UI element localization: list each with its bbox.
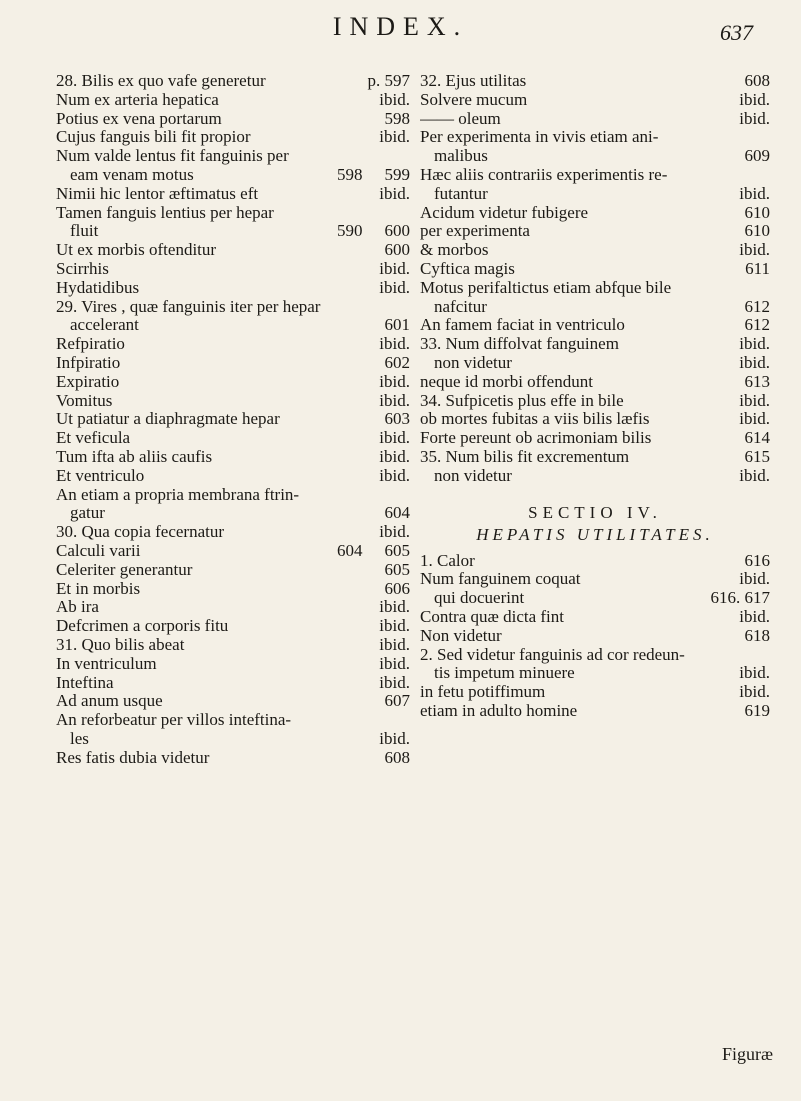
entry-text: Infpiratio xyxy=(56,353,121,372)
index-entry xyxy=(56,110,410,129)
entry-text: Contra quæ dicta fint xyxy=(420,607,565,626)
entry-page: ibid. xyxy=(379,390,410,410)
entry-text: per experimenta xyxy=(420,222,530,241)
index-entry xyxy=(420,392,770,411)
entry-text: gatur xyxy=(70,504,105,523)
index-entry xyxy=(56,730,410,749)
entry-text: Inteftina xyxy=(56,673,114,692)
entry-page: ibid. xyxy=(739,352,770,372)
entry-text: Solvere mucum xyxy=(420,90,528,109)
entry-text: Num fanguinem coquat xyxy=(420,570,581,589)
entry-text: malibus xyxy=(434,147,488,166)
entry-page: ibid. xyxy=(739,409,770,429)
entry-text: 29. Vires , quæ fanguinis iter per hepar xyxy=(56,297,321,316)
right-index-bottom xyxy=(420,552,770,721)
entry-text: eam venam motus xyxy=(70,165,194,184)
entry-page: 616. 617 xyxy=(710,588,770,608)
index-entry xyxy=(56,72,410,91)
index-entry xyxy=(56,298,410,317)
entry-page: ibid. xyxy=(379,634,410,654)
index-entry xyxy=(420,222,770,241)
entry-text: Celeriter generantur xyxy=(56,560,193,579)
entry-page: ibid. xyxy=(739,240,770,260)
entry-page: ibid. xyxy=(379,728,410,748)
entry-page: ibid. xyxy=(739,390,770,410)
index-entry xyxy=(56,711,410,730)
index-entry xyxy=(56,448,410,467)
entry-page: 601 xyxy=(384,315,410,335)
entry-text: Ab ira xyxy=(56,598,99,617)
index-entry xyxy=(420,72,770,91)
left-index-column xyxy=(56,72,410,767)
entry-text: 28. Bilis ex quo vafe generetur xyxy=(56,72,266,90)
entry-page: ibid. xyxy=(739,682,770,702)
page-header xyxy=(0,6,801,46)
entry-text: Nimii hic lentor æftimatus eft xyxy=(56,184,259,203)
entry-text: Defcrimen a corporis fitu xyxy=(56,617,229,636)
index-entry xyxy=(56,655,410,674)
entry-text: An etiam a propria membrana ftrin- xyxy=(56,485,300,504)
index-entry xyxy=(420,128,770,147)
index-entry xyxy=(56,185,410,204)
index-entry xyxy=(56,429,410,448)
entry-page: ibid. xyxy=(379,89,410,109)
index-entry xyxy=(420,702,770,721)
entry-text: qui docuerint xyxy=(434,589,525,608)
entry-text: 32. Ejus utilitas xyxy=(420,72,527,90)
entry-page: 610 xyxy=(744,221,770,241)
index-entry xyxy=(420,185,770,204)
entry-page: ibid. xyxy=(379,371,410,391)
index-entry xyxy=(56,316,410,335)
entry-text: ob mortes fubitas a viis bilis læfis xyxy=(420,410,650,429)
entry-text: Ad anum usque xyxy=(56,692,163,711)
entry-page: ibid. xyxy=(379,334,410,354)
index-entry xyxy=(420,279,770,298)
entry-page: ibid. xyxy=(379,428,410,448)
entry-page: ibid. xyxy=(379,672,410,692)
index-entry xyxy=(420,448,770,467)
entry-text: 31. Quo bilis abeat xyxy=(56,635,185,654)
entry-text: Cujus fanguis bili fit propior xyxy=(56,128,251,147)
index-entry xyxy=(56,392,410,411)
index-entry xyxy=(420,570,770,589)
entry-text: etiam in adulto homine xyxy=(420,701,578,720)
section-subheading: HEPATIS UTILITATES. xyxy=(476,524,714,544)
entry-page: 610 xyxy=(744,202,770,222)
entry-text: Motus perifaltictus etiam abfque bile xyxy=(420,278,672,297)
entry-page: ibid. xyxy=(379,522,410,542)
entry-page: 612 xyxy=(744,315,770,335)
entry-page: 608 xyxy=(384,747,410,767)
index-entry xyxy=(420,410,770,429)
entry-text: tis impetum minuere xyxy=(434,664,575,683)
right-index-top xyxy=(420,72,770,486)
index-entry xyxy=(56,598,410,617)
index-entry xyxy=(56,128,410,147)
index-entry xyxy=(56,504,410,523)
index-entry xyxy=(56,542,410,561)
entry-text: 1. Calor xyxy=(420,551,475,570)
index-entry xyxy=(56,580,410,599)
entry-text: Et in morbis xyxy=(56,579,141,598)
index-entry xyxy=(56,692,410,711)
entry-page: ibid. xyxy=(379,258,410,278)
index-entry xyxy=(56,204,410,223)
index-entry xyxy=(420,646,770,665)
index-entry xyxy=(420,429,770,448)
entry-page: 590 xyxy=(337,221,363,241)
index-entry xyxy=(56,674,410,693)
entry-text: futantur xyxy=(434,184,488,203)
index-entry xyxy=(420,147,770,166)
entry-text: Ut patiatur a diaphragmate hepar xyxy=(56,410,280,429)
entry-text: fluit xyxy=(70,222,99,241)
entry-page: ibid. xyxy=(739,334,770,354)
index-entry xyxy=(56,373,410,392)
index-entry xyxy=(56,241,410,260)
section-heading: SECTIO IV. xyxy=(528,502,662,522)
index-entry xyxy=(420,627,770,646)
index-entry xyxy=(420,467,770,486)
entry-text: Res fatis dubia videtur xyxy=(56,748,210,767)
entry-text: Refpiratio xyxy=(56,335,125,354)
entry-text: Tamen fanguis lentius per hepar xyxy=(56,203,274,222)
entry-page: ibid. xyxy=(739,569,770,589)
index-entry xyxy=(420,608,770,627)
entry-page-secondary: 600 xyxy=(384,221,410,241)
entry-page: ibid. xyxy=(379,597,410,617)
entry-text: Tum ifta ab aliis caufis xyxy=(56,447,213,466)
entry-page: ibid. xyxy=(379,653,410,673)
entry-text: Et veficula xyxy=(56,429,131,448)
index-entry xyxy=(56,486,410,505)
entry-text: Hydatidibus xyxy=(56,278,140,297)
entry-page: 619 xyxy=(744,700,770,720)
entry-page: ibid. xyxy=(379,127,410,147)
entry-text: non videtur xyxy=(434,466,512,485)
entry-page: 603 xyxy=(384,409,410,429)
entry-page: 598 xyxy=(384,108,410,128)
entry-text: Scirrhis xyxy=(56,259,109,278)
entry-text: Vomitus xyxy=(56,391,113,410)
entry-page: 614 xyxy=(744,428,770,448)
entry-page: 608 xyxy=(744,71,770,90)
index-entry xyxy=(56,279,410,298)
index-entry xyxy=(420,373,770,392)
entry-text: accelerant xyxy=(70,316,139,335)
entry-text: 2. Sed videtur fanguinis ad cor redeun- xyxy=(420,645,685,664)
entry-text: Per experimenta in vivis etiam ani- xyxy=(420,128,659,147)
index-entry xyxy=(420,683,770,702)
index-entry xyxy=(56,467,410,486)
entry-text: 30. Qua copia fecernatur xyxy=(56,523,225,542)
entry-text: In ventriculum xyxy=(56,654,157,673)
index-entry xyxy=(420,241,770,260)
index-entry xyxy=(56,749,410,768)
entry-page: ibid. xyxy=(739,108,770,128)
index-entry xyxy=(56,222,410,241)
entry-page: 598 xyxy=(337,164,363,184)
index-entry xyxy=(420,335,770,354)
entry-page: ibid. xyxy=(739,183,770,203)
entry-page: ibid. xyxy=(739,465,770,485)
entry-page: 607 xyxy=(384,691,410,711)
entry-text: Acidum videtur fubigere xyxy=(420,203,589,222)
entry-text: 33. Num diffolvat fanguinem xyxy=(420,335,619,354)
entry-page: 602 xyxy=(384,352,410,372)
entry-page: 611 xyxy=(745,258,770,278)
index-entry xyxy=(56,354,410,373)
index-entry xyxy=(420,298,770,317)
entry-text: 34. Sufpicetis plus effe in bile xyxy=(420,391,624,410)
entry-page: ibid. xyxy=(379,465,410,485)
entry-page: p. 597 xyxy=(367,71,410,90)
index-entry xyxy=(56,335,410,354)
entry-text: Num ex arteria hepatica xyxy=(56,90,219,109)
index-entry xyxy=(56,166,410,185)
index-entry xyxy=(56,523,410,542)
entry-page: 604 xyxy=(337,540,363,560)
entry-text: —— oleum xyxy=(420,109,501,128)
entry-page: 605 xyxy=(384,559,410,579)
page-title: INDEX. xyxy=(332,12,469,41)
entry-page: 606 xyxy=(384,578,410,598)
entry-page: ibid. xyxy=(379,616,410,636)
index-entry xyxy=(420,664,770,683)
entry-text: Num valde lentus fit fanguinis per xyxy=(56,147,289,166)
entry-page-secondary: 599 xyxy=(384,164,410,184)
entry-page: ibid. xyxy=(379,446,410,466)
entry-page: ibid. xyxy=(739,89,770,109)
entry-text: Et ventriculo xyxy=(56,466,145,485)
entry-text: Cyftica magis xyxy=(420,259,515,278)
index-entry xyxy=(56,617,410,636)
entry-text: les xyxy=(70,729,89,748)
entry-text: 35. Num bilis fit excrementum xyxy=(420,447,630,466)
entry-text: in fetu potiffimum xyxy=(420,683,546,702)
index-entry xyxy=(56,91,410,110)
page-number: 637 xyxy=(720,20,753,45)
index-entry xyxy=(56,561,410,580)
entry-text: An famem faciat in ventriculo xyxy=(420,316,625,335)
index-entry xyxy=(56,410,410,429)
index-entry xyxy=(420,552,770,571)
entry-text: Hæc aliis contrariis experimentis re- xyxy=(420,165,668,184)
entry-page: ibid. xyxy=(739,663,770,683)
entry-text: Forte pereunt ob acrimoniam bilis xyxy=(420,429,652,448)
entry-page: 609 xyxy=(744,146,770,166)
index-entry xyxy=(420,316,770,335)
catchword: Figuræ xyxy=(721,1044,773,1064)
entry-text: An reforbeatur per villos inteftina- xyxy=(56,711,292,730)
index-entry xyxy=(420,91,770,110)
index-entry xyxy=(420,354,770,373)
index-entry xyxy=(420,204,770,223)
entry-page-secondary: 605 xyxy=(384,540,410,560)
entry-page: 615 xyxy=(744,446,770,466)
index-entry xyxy=(56,260,410,279)
entry-text: Calculi varii xyxy=(56,541,141,560)
right-index-column xyxy=(420,72,770,721)
entry-text: neque id morbi offendunt xyxy=(420,372,593,391)
entry-page: 616 xyxy=(744,550,770,570)
entry-page: 613 xyxy=(744,371,770,391)
entry-page: ibid. xyxy=(379,277,410,297)
index-entry xyxy=(56,147,410,166)
entry-text: Non videtur xyxy=(420,626,502,645)
entry-page: 604 xyxy=(384,503,410,523)
index-entry xyxy=(420,110,770,129)
entry-page: 618 xyxy=(744,625,770,645)
index-entry xyxy=(420,589,770,608)
index-entry xyxy=(420,166,770,185)
entry-text: Potius ex vena portarum xyxy=(56,109,222,128)
entry-page: ibid. xyxy=(379,183,410,203)
entry-text: Expiratio xyxy=(56,372,120,391)
entry-text: & morbos xyxy=(420,241,489,260)
entry-page: ibid. xyxy=(739,606,770,626)
entry-text: nafcitur xyxy=(434,297,487,316)
entry-page: 600 xyxy=(384,240,410,260)
entry-text: Ut ex morbis oftenditur xyxy=(56,241,217,260)
entry-text: non videtur xyxy=(434,353,512,372)
index-entry xyxy=(56,636,410,655)
index-entry xyxy=(420,260,770,279)
entry-page: 612 xyxy=(744,296,770,316)
